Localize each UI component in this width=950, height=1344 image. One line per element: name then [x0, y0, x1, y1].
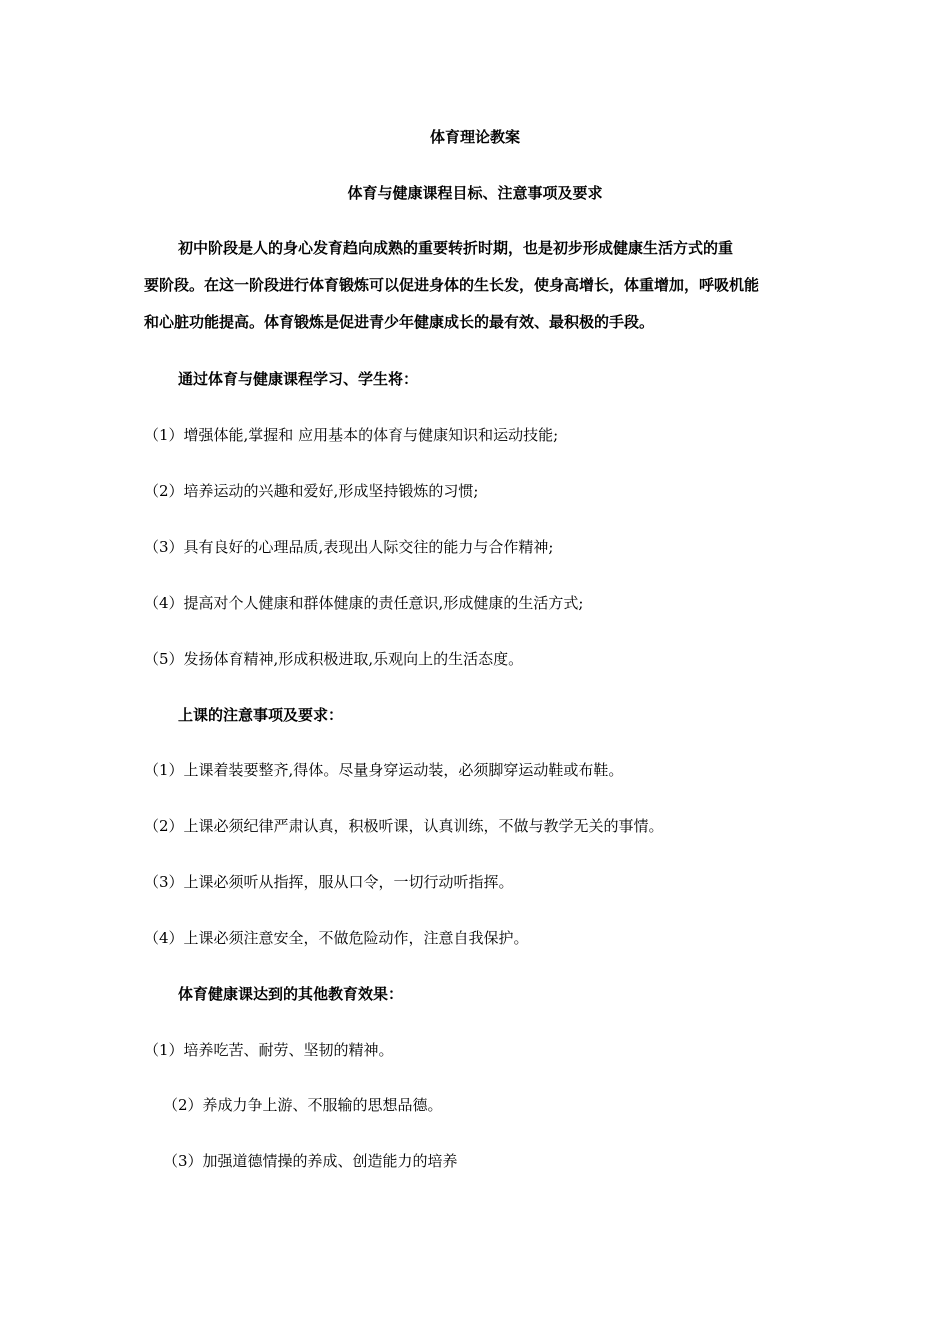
- effect-item: （1）培养吃苦、耐劳、坚韧的精神。: [144, 1041, 394, 1059]
- document-subtitle: 体育与健康课程目标、注意事项及要求: [347, 184, 603, 202]
- goal-item: （4）提高对个人健康和群体健康的责任意识,形成健康的生活方式;: [144, 594, 584, 612]
- goal-item: （1）增强体能,掌握和 应用基本的体育与健康知识和运动技能;: [144, 426, 559, 444]
- document-title: 体育理论教案: [429, 128, 520, 146]
- rule-item: （3）上课必须听从指挥，服从口令，一切行动听指挥。: [144, 873, 514, 891]
- goal-item: （5）发扬体育精神,形成积极进取,乐观向上的生活态度。: [144, 650, 524, 668]
- effects-heading: 体育健康课达到的其他教育效果：: [178, 985, 404, 1003]
- effect-item: （2）养成力争上游、不服输的思想品德。: [163, 1096, 443, 1114]
- rule-item: （2）上课必须纪律严肃认真，积极听课，认真训练，不做与教学无关的事情。: [144, 817, 664, 835]
- intro-paragraph-line-1: 初中阶段是人的身心发育趋向成熟的重要转折时期，也是初步形成健康生活方式的重: [178, 239, 734, 257]
- goal-item: （2）培养运动的兴趣和爱好,形成坚持锻炼的习惯;: [144, 482, 479, 500]
- rule-item: （4）上课必须注意安全，不做危险动作，注意自我保护。: [144, 929, 529, 947]
- effect-item: （3）加强道德情操的养成、创造能力的培养: [163, 1152, 458, 1170]
- goals-heading: 通过体育与健康课程学习、学生将：: [178, 370, 419, 388]
- rules-heading: 上课的注意事项及要求：: [178, 706, 344, 724]
- rule-item: （1）上课着装要整齐,得体。尽量身穿运动装，必须脚穿运动鞋或布鞋。: [144, 761, 624, 779]
- intro-paragraph-line-2: 要阶段。在这一阶段进行体育锻炼可以促进身体的生长发，使身高增长，体重增加，呼吸机能: [144, 276, 760, 294]
- goal-item: （3）具有良好的心理品质,表现出人际交往的能力与合作精神;: [144, 538, 554, 556]
- intro-paragraph-line-3: 和心脏功能提高。体育锻炼是促进青少年健康成长的最有效、最积极的手段。: [144, 313, 655, 331]
